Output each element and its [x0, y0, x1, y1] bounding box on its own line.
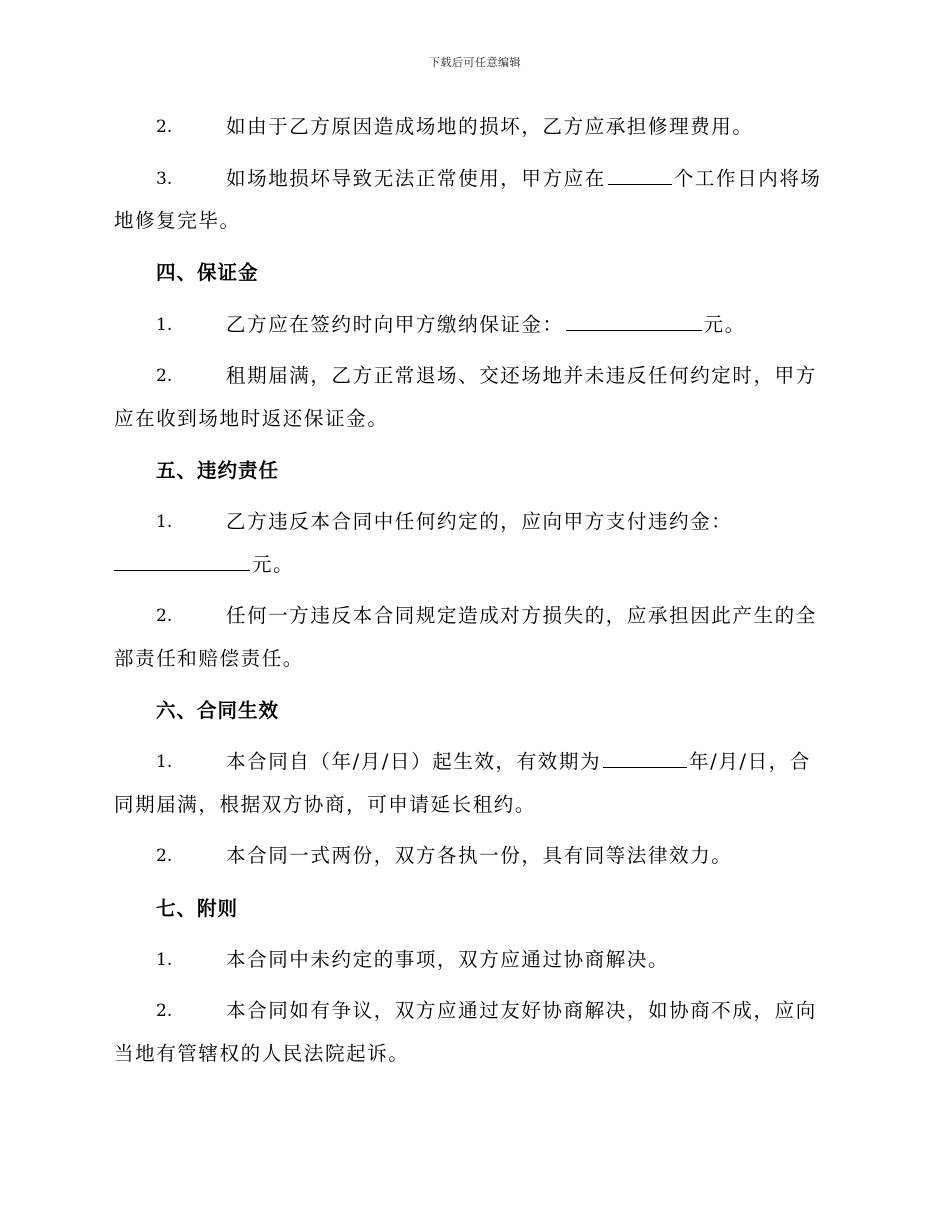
blank-line — [608, 182, 672, 185]
page-header: 下载后可任意编辑 — [429, 56, 521, 69]
blank-line — [114, 568, 250, 571]
item-text: 如由于乙方原因造成场地的损坏，乙方应承担修理费用。 — [226, 115, 754, 138]
item-continuation: 当地有管辖权的人民法院起诉。 — [114, 1042, 410, 1065]
item-continuation — [114, 555, 294, 575]
item-number: 1. — [156, 752, 173, 772]
section-heading: 七、附则 — [156, 897, 239, 920]
item-continuation: 地修复完毕。 — [114, 209, 241, 232]
item-number: 1. — [156, 512, 173, 532]
item-text: 本合同一式两份，双方各执一份，具有同等法律效力。 — [226, 844, 733, 867]
item-text-part: 如场地损坏导致无法正常使用，甲方应在 — [226, 167, 606, 190]
item-number: 2. — [156, 1001, 173, 1021]
section-heading: 四、保证金 — [156, 261, 259, 284]
item-text-part: 本合同自（年/月/日）起生效，有效期为 — [226, 750, 602, 773]
item-text — [226, 752, 811, 772]
blank-line — [566, 328, 702, 331]
item-text: 乙方违反本合同中任何约定的，应向甲方支付违约金： — [226, 510, 733, 533]
item-text-part: 元。 — [703, 313, 746, 336]
item-number: 1. — [156, 950, 173, 970]
item-text — [226, 315, 746, 335]
item-continuation: 同期届满，根据双方协商，可申请延长租约。 — [114, 793, 537, 816]
item-text: 本合同中未约定的事项，双方应通过协商解决。 — [226, 948, 670, 971]
item-text: 任何一方违反本合同规定造成对方损失的，应承担因此产生的全 — [226, 604, 817, 627]
item-continuation: 部责任和赔偿责任。 — [114, 647, 304, 670]
item-text-part: 年/月/日，合 — [689, 750, 811, 773]
item-text — [226, 169, 822, 189]
item-number: 3. — [156, 169, 173, 189]
item-text-part: 个工作日内将场 — [673, 167, 822, 190]
section-heading: 五、违约责任 — [156, 459, 280, 482]
item-continuation: 应在收到场地时返还保证金。 — [114, 407, 389, 430]
item-number: 2. — [156, 606, 173, 626]
item-number: 2. — [156, 117, 173, 137]
item-text: 租期届满，乙方正常退场、交还场地并未违反任何约定时，甲方 — [226, 364, 817, 387]
item-number: 2. — [156, 366, 173, 386]
item-text-part: 乙方应在签约时向甲方缴纳保证金： — [226, 313, 564, 336]
item-number: 1. — [156, 315, 173, 335]
item-number: 2. — [156, 846, 173, 866]
item-text-part: 元。 — [252, 553, 295, 576]
blank-line — [603, 765, 687, 768]
item-text: 本合同如有争议，双方应通过友好协商解决，如协商不成，应向 — [226, 999, 817, 1022]
section-heading: 六、合同生效 — [156, 699, 280, 722]
